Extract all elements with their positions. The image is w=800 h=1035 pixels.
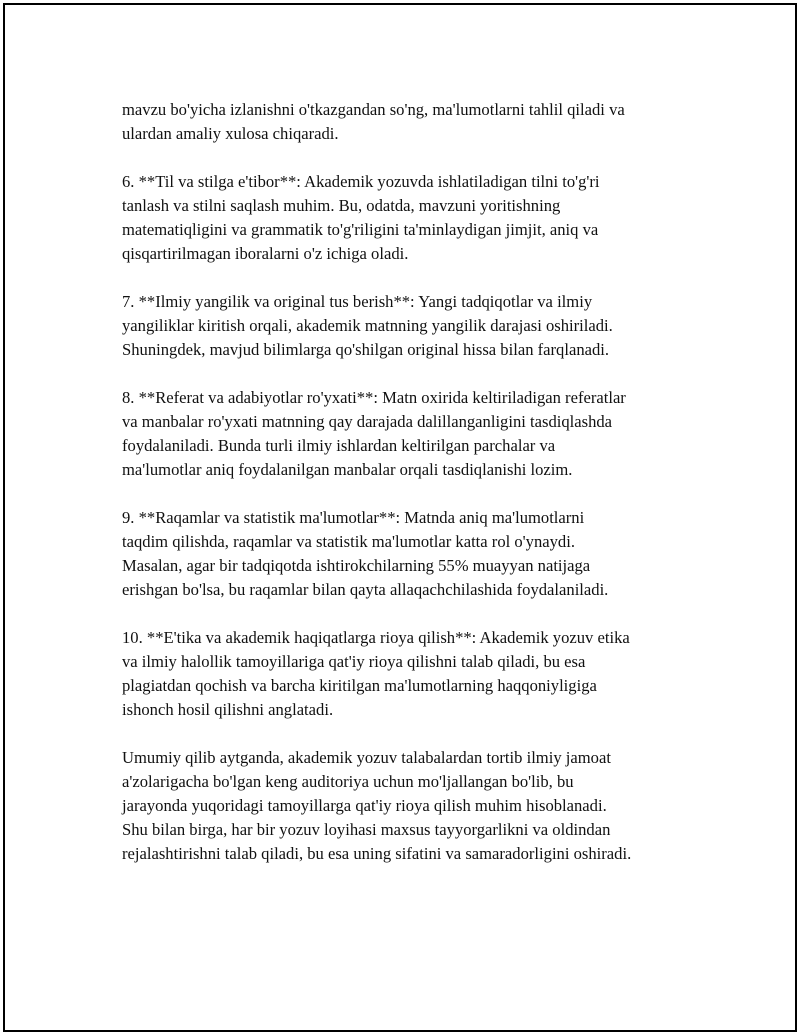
text-line: Shuningdek, mavjud bilimlarga qo'shilgan original hissa bilan farqlanadi. (122, 340, 610, 359)
text-line: jarayonda yuqoridagi tamoyillarga qat'iy rioya qilish muhim hisoblanadi. (122, 796, 607, 815)
text-line: ishonch hosil qilishni anglatadi. (122, 700, 334, 719)
text-line: va ilmiy halollik tamoyillariga qat'iy rioya qilishni talab qiladi, bu esa (122, 652, 586, 671)
paragraph-item-10 (122, 626, 722, 722)
paragraph-item-7 (122, 290, 722, 362)
text-line: rejalashtirishni talab qiladi, bu esa uning sifatini va samaradorligini oshiradi. (122, 844, 632, 863)
text-line: 10. **E'tika va akademik haqiqatlarga rioya qilish**: Akademik yozuv etika (122, 628, 630, 647)
text-line: va manbalar ro'yxati matnning qay darajada dalillanganligini tasdiqlashda (122, 412, 613, 431)
text-line: a'zolarigacha bo'lgan keng auditoriya uchun mo'ljallangan bo'lib, bu (122, 772, 574, 791)
page-frame (3, 3, 797, 1032)
text-line: plagiatdan qochish va barcha kiritilgan ma'lumotlarning haqqoniyligiga (122, 676, 597, 695)
text-line: Shu bilan birga, har bir yozuv loyihasi maxsus tayyorgarlikni va oldindan (122, 820, 611, 839)
text-line: matematiqligini va grammatik to'g'riligini ta'minlaydigan jimjit, aniq va (122, 220, 599, 239)
text-line: foydalaniladi. Bunda turli ilmiy ishlardan keltirilgan parchalar va (122, 436, 556, 455)
paragraph-item-6 (122, 170, 722, 266)
paragraph-continuation (122, 98, 722, 146)
text-line: ma'lumotlar aniq foydalanilgan manbalar orqali tasdiqlanishi lozim. (122, 460, 573, 479)
text-line: mavzu bo'yicha izlanishni o'tkazgandan so'ng, ma'lumotlarni tahlil qiladi va (122, 100, 625, 119)
text-line: yangiliklar kiritish orqali, akademik matnning yangilik darajasi oshiriladi. (122, 316, 613, 335)
text-line: Umumiy qilib aytganda, akademik yozuv talabalardan tortib ilmiy jamoat (122, 748, 611, 767)
paragraph-conclusion (122, 746, 722, 866)
paragraph-item-9 (122, 506, 722, 602)
text-line: ulardan amaliy xulosa chiqaradi. (122, 124, 339, 143)
text-line: 9. **Raqamlar va statistik ma'lumotlar**: Matnda aniq ma'lumotlarni (122, 508, 585, 527)
text-line: 7. **Ilmiy yangilik va original tus berish**: Yangi tadqiqotlar va ilmiy (122, 292, 593, 311)
text-line: Masalan, agar bir tadqiqotda ishtirokchilarning 55% muayyan natijaga (122, 556, 591, 575)
text-line: taqdim qilishda, raqamlar va statistik ma'lumotlar katta rol o'ynaydi. (122, 532, 575, 551)
text-line: erishgan bo'lsa, bu raqamlar bilan qayta allaqachchilashida foydalaniladi. (122, 580, 609, 599)
text-line: 8. **Referat va adabiyotlar ro'yxati**: Matn oxirida keltiriladigan referatlar (122, 388, 626, 407)
paragraph-item-8 (122, 386, 722, 482)
text-line: 6. **Til va stilga e'tibor**: Akademik yozuvda ishlatiladigan tilni to'g'ri (122, 172, 600, 191)
document-body (122, 98, 722, 890)
text-line: tanlash va stilni saqlash muhim. Bu, odatda, mavzuni yoritishning (122, 196, 561, 215)
text-line: qisqartirilmagan iboralarni o'z ichiga oladi. (122, 244, 409, 263)
